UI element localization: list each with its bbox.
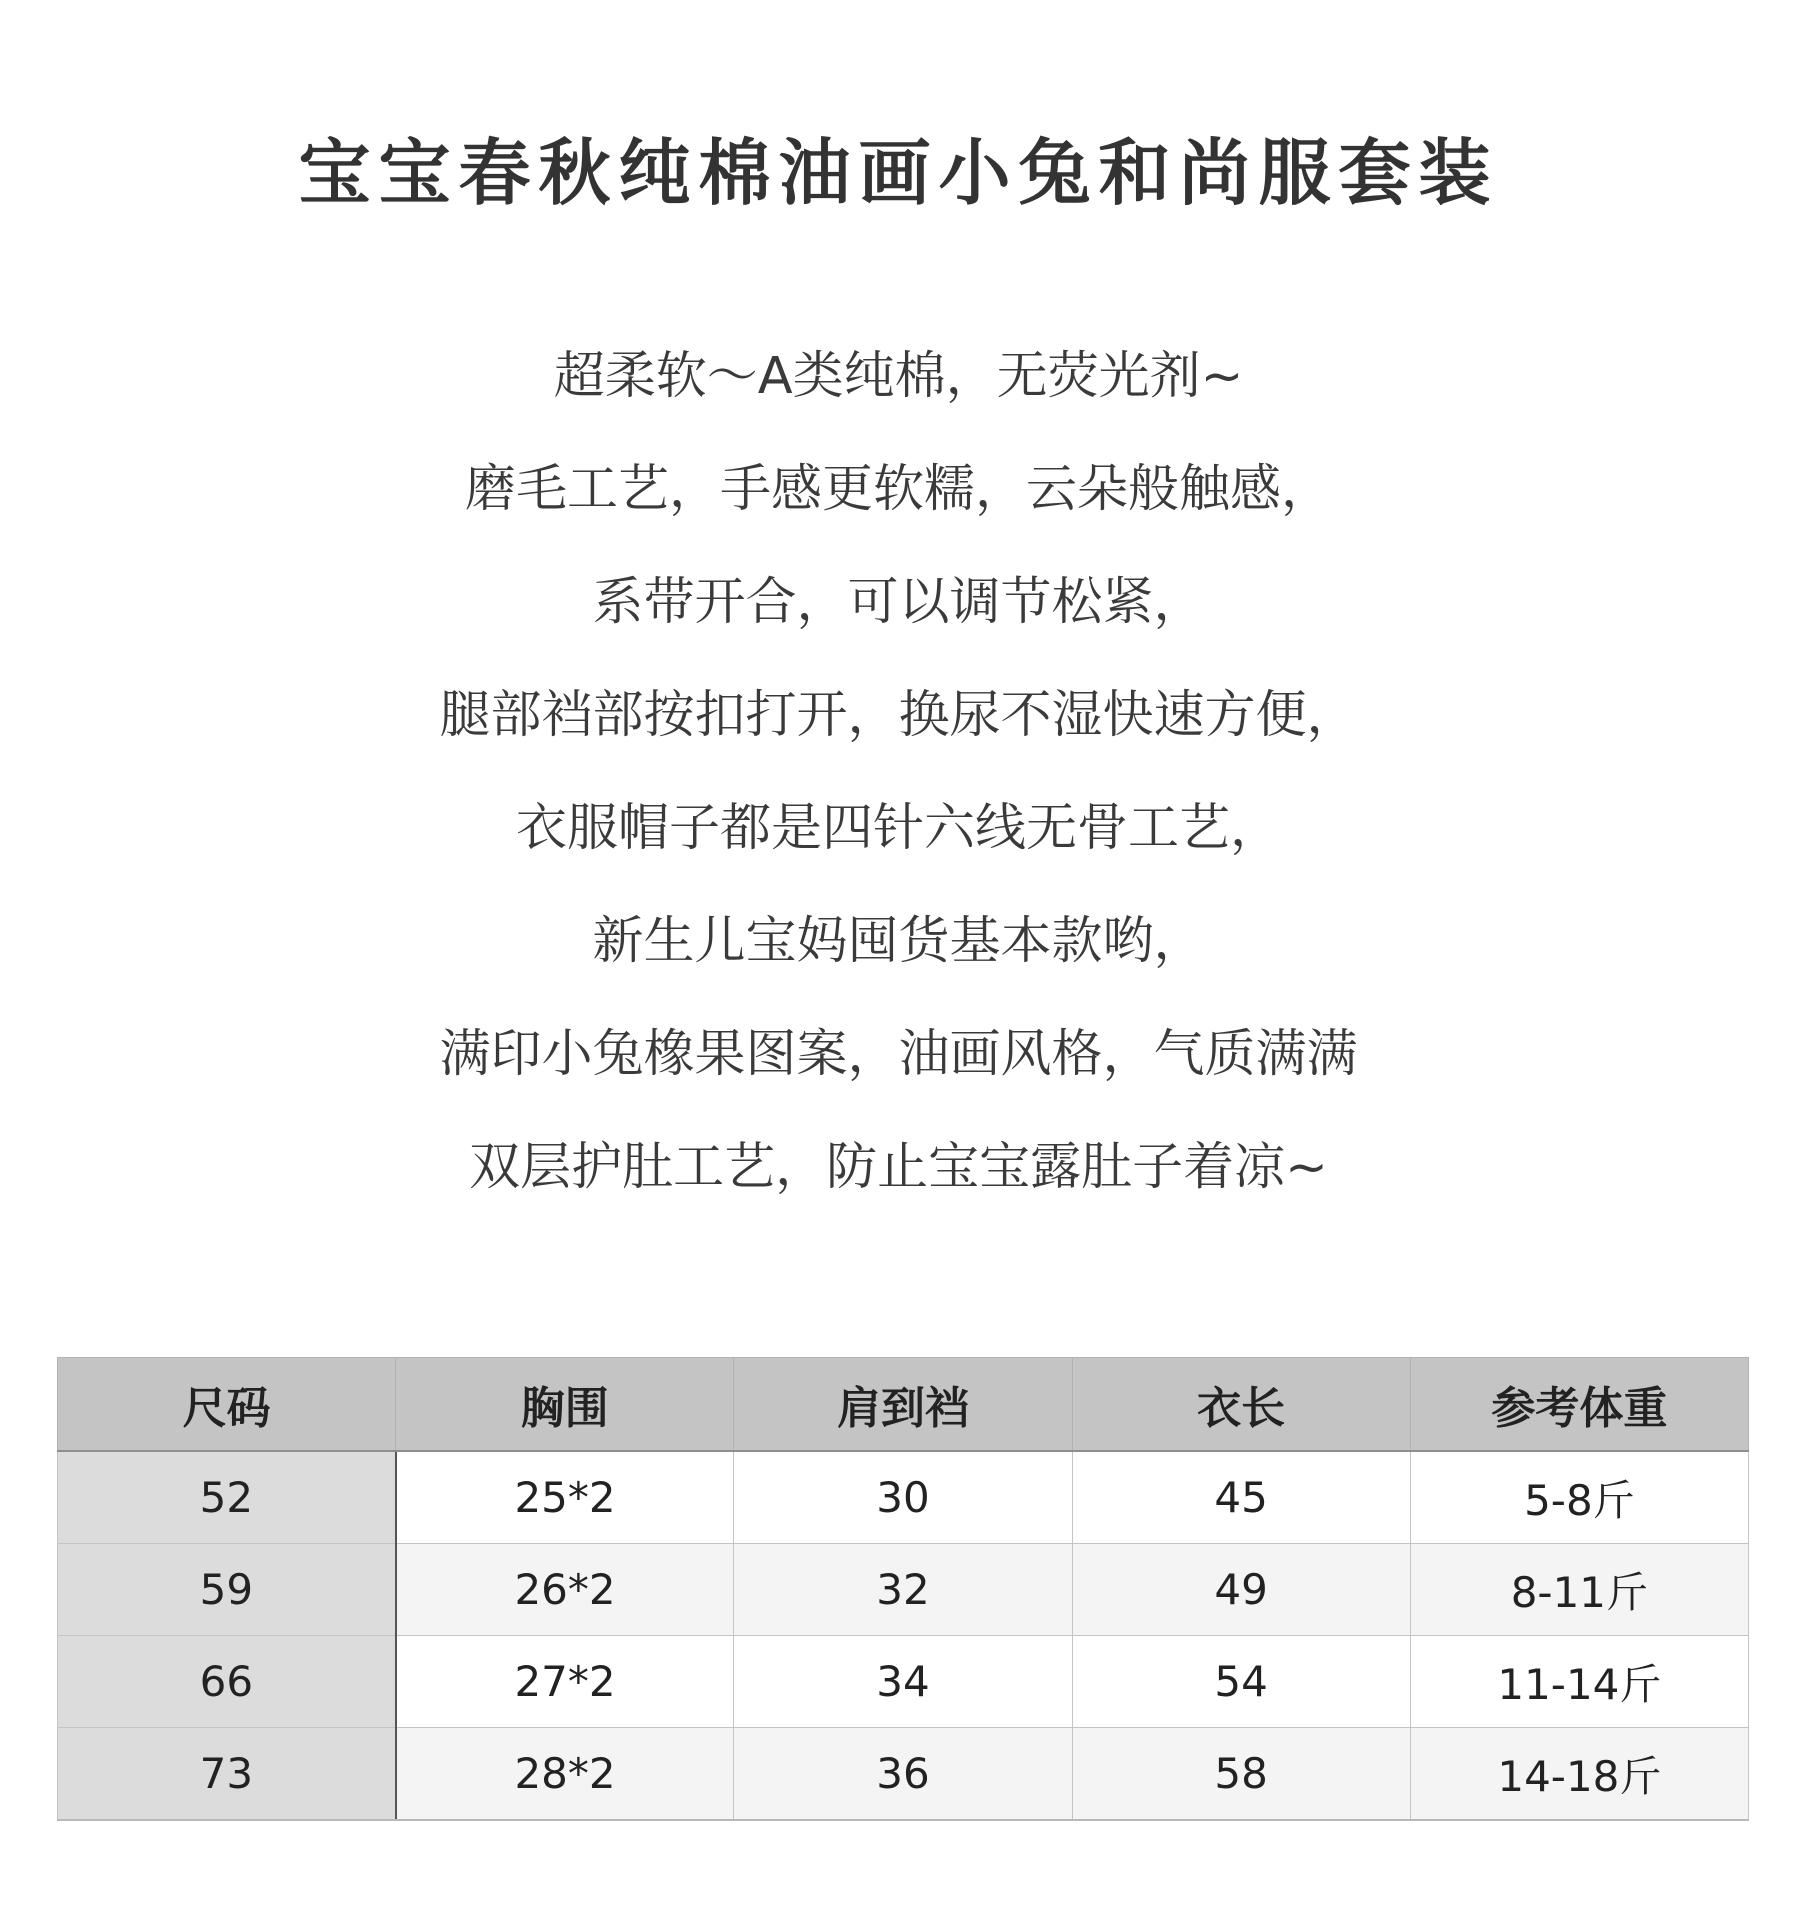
cell-length: 54 (1072, 1636, 1410, 1728)
header-reference-weight: 参考体重 (1410, 1358, 1748, 1452)
description-line: 双层护肚工艺，防止宝宝露肚子着凉~ (469, 1138, 1328, 1197)
cell-shoulder-to-crotch: 32 (734, 1544, 1072, 1636)
cell-weight: 5-8斤 (1410, 1451, 1748, 1544)
cell-chest: 28*2 (396, 1728, 734, 1821)
description-line: 磨毛工艺，手感更软糯，云朵般触感， (464, 460, 1332, 519)
cell-weight: 11-14斤 (1410, 1636, 1748, 1728)
cell-size: 66 (58, 1636, 396, 1728)
cell-size: 73 (58, 1728, 396, 1821)
header-length: 衣长 (1072, 1358, 1410, 1452)
cell-chest: 26*2 (396, 1544, 734, 1636)
page-title: 宝宝春秋纯棉油画小兔和尚服套装 (298, 131, 1499, 215)
cell-shoulder-to-crotch: 30 (734, 1451, 1072, 1544)
description-line: 腿部裆部按扣打开，换尿不湿快速方便， (439, 686, 1358, 745)
description-line: 满印小兔橡果图案，油画风格，气质满满 (439, 1025, 1358, 1084)
cell-chest: 25*2 (396, 1451, 734, 1544)
header-chest: 胸围 (396, 1358, 734, 1452)
header-size: 尺码 (58, 1358, 396, 1452)
cell-weight: 14-18斤 (1410, 1728, 1748, 1821)
table-row (58, 1451, 1749, 1544)
size-chart-table (57, 1357, 1749, 1821)
cell-shoulder-to-crotch: 34 (734, 1636, 1072, 1728)
cell-size: 52 (58, 1451, 396, 1544)
table-row (58, 1544, 1749, 1636)
table-header-row (58, 1358, 1749, 1452)
cell-shoulder-to-crotch: 36 (734, 1728, 1072, 1821)
header-shoulder-to-crotch: 肩到裆 (734, 1358, 1072, 1452)
cell-length: 45 (1072, 1451, 1410, 1544)
description-line: 系带开合，可以调节松紧， (592, 573, 1205, 632)
cell-length: 49 (1072, 1544, 1410, 1636)
cell-chest: 27*2 (396, 1636, 734, 1728)
description-line: 衣服帽子都是四针六线无骨工艺， (515, 799, 1281, 858)
cell-length: 58 (1072, 1728, 1410, 1821)
product-description (0, 320, 1797, 1224)
description-line: 超柔软～A类纯棉，无荧光剂~ (553, 347, 1244, 406)
table-row (58, 1636, 1749, 1728)
table-row (58, 1728, 1749, 1821)
cell-size: 59 (58, 1544, 396, 1636)
description-line: 新生儿宝妈囤货基本款哟， (592, 912, 1205, 971)
cell-weight: 8-11斤 (1410, 1544, 1748, 1636)
